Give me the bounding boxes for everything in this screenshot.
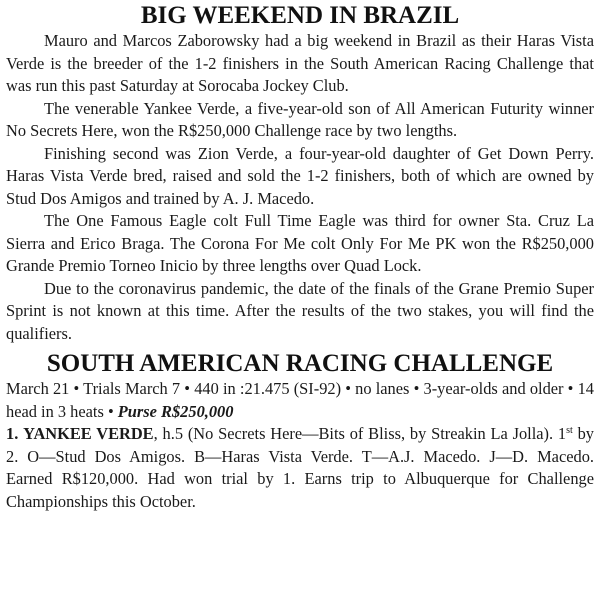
entry-details: , h.5 (No Secrets Here—Bits of Bliss, by Streakin La Jolla). 1 [153, 424, 567, 443]
article-paragraph: Finishing second was Zion Verde, a four-year-old daughter of Get Down Perry. Haras Vista Verde bred, raised and sold the 1-2 finishers, both of which are owned by Stud Dos Amigos and trained by A. J. Macedo. [6, 143, 594, 208]
document-page [6, 0, 594, 611]
finish-position: 1. [6, 424, 19, 443]
horse-name: YANKEE VERDE [23, 424, 154, 443]
article-headline: BIG WEEKEND IN BRAZIL [140, 2, 460, 29]
race-info [6, 378, 594, 423]
article-paragraph: The venerable Yankee Verde, a five-year-old son of All American Futurity winner No Secrets Here, won the R$250,000 Challenge race by two lengths. [6, 98, 594, 140]
race-details: March 21 • Trials March 7 • 440 in :21.475 (SI-92) • no lanes • 3-year-olds and older • 14 head in 3 heats • [6, 379, 594, 421]
ordinal-superscript: st [566, 425, 573, 436]
article-paragraph: The One Famous Eagle colt Full Time Eagle was third for owner Sta. Cruz La Sierra and Erico Braga. The Corona For Me colt Only For Me PK won the R$250,000 Grande Premio Torneo Inicio by three lengths over Quad Lock. [6, 211, 594, 275]
results-heading: SOUTH AMERICAN RACING CHALLENGE [46, 350, 554, 377]
entry-details-continued: by 2. O—Stud Dos Amigos. B—Haras Vista Verde. T—A.J. Macedo. J—D. Macedo. Earned R$120,000. Had won trial by 1. Earns trip to Albuquerque for Challenge Championships this October. [6, 424, 594, 511]
article-paragraph: Mauro and Marcos Zaborowsky had a big weekend in Brazil as their Haras Vista Verde is the breeder of the 1-2 finishers in the South American Racing Challenge that was run this past Saturday at Sorocaba Jockey Club. [6, 31, 594, 95]
article-paragraph: Due to the coronavirus pandemic, the date of the finals of the Grane Premio Super Sprint is not known at this time. After the results of the two stakes, you will find the qualifiers. [6, 278, 594, 343]
race-purse: Purse R$250,000 [117, 401, 234, 421]
news-article [6, 0, 594, 345]
race-results [6, 346, 594, 513]
result-entry [6, 423, 594, 513]
